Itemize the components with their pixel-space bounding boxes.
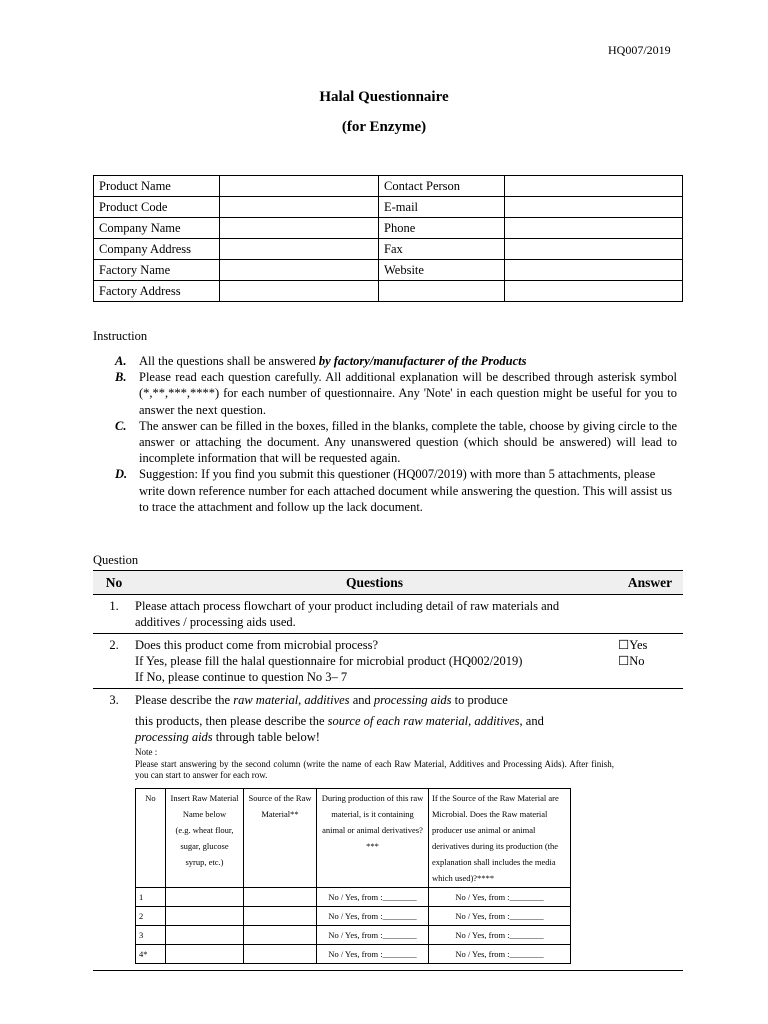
field-label: Factory Address: [94, 281, 220, 302]
column-header: No: [136, 788, 166, 887]
field-label: Fax: [379, 239, 505, 260]
column-header-no: No: [93, 571, 135, 595]
text-run: ,: [298, 693, 305, 707]
text-run: and: [522, 714, 544, 728]
source-input[interactable]: [244, 944, 317, 963]
question-heading: Question: [93, 553, 139, 567]
text-run: Please describe the: [135, 693, 234, 707]
question-row-3: [93, 689, 683, 971]
header-text: Insert Raw Material Name below: [170, 792, 239, 819]
raw-material-table: [135, 788, 571, 964]
question-table: [93, 570, 683, 971]
question-row-2: [93, 634, 683, 689]
microbial-answer[interactable]: No / Yes, from :________: [429, 887, 571, 906]
question-number: 1.: [93, 595, 135, 634]
question-text: [135, 689, 614, 971]
text-run: raw material: [233, 693, 299, 707]
item-text: Suggestion: If you find you submit this questioner (HQ007/2019) with more than 5 attachments, please write down reference number for each attached document while answering the question. This will assist us to trace the attachment and follow up the lack document.: [139, 467, 672, 514]
row-number: 1: [136, 887, 166, 906]
instruction-item-c: [115, 418, 677, 467]
yes-checkbox[interactable]: ☐Yes: [618, 638, 648, 652]
field-input[interactable]: [505, 260, 683, 281]
instruction-list: [115, 353, 677, 515]
raw-material-input[interactable]: [166, 944, 244, 963]
field-label: E-mail: [379, 197, 505, 218]
source-input[interactable]: [244, 887, 317, 906]
field-input[interactable]: [220, 281, 379, 302]
animal-answer[interactable]: No / Yes, from :________: [317, 887, 429, 906]
field-input[interactable]: [220, 218, 379, 239]
field-input[interactable]: [220, 239, 379, 260]
row-number: 4*: [136, 944, 166, 963]
field-label: Product Code: [94, 197, 220, 218]
instruction-item-b: [115, 369, 677, 418]
row-number: 3: [136, 925, 166, 944]
text-run: and: [349, 693, 374, 707]
answer-cell[interactable]: [614, 689, 683, 971]
text-run: this products, then please describe the: [135, 714, 328, 728]
table-header-row: [93, 571, 683, 595]
table-row: [136, 906, 571, 925]
field-input[interactable]: [220, 176, 379, 197]
field-input[interactable]: [505, 281, 683, 302]
source-input[interactable]: [244, 906, 317, 925]
column-header-answer: Answer: [614, 571, 683, 595]
animal-answer[interactable]: No / Yes, from :________: [317, 906, 429, 925]
question-line: If Yes, please fill the halal questionnaire for microbial product (HQ002/2019): [135, 654, 523, 668]
microbial-answer[interactable]: No / Yes, from :________: [429, 925, 571, 944]
question-number: 2.: [93, 634, 135, 689]
question-text: Please attach process flowchart of your product including detail of raw materials and additives / processing aids used.: [135, 595, 614, 634]
question-text: [135, 634, 614, 689]
note-text: Please start answering by the second column (write the name of each Raw Material, Additives and Processing Aids). After finish, you can start to answer for each row.: [135, 758, 614, 780]
table-row: [94, 260, 683, 281]
text-run: to produce: [451, 693, 508, 707]
page-subtitle: (for Enzyme): [341, 119, 427, 135]
field-label: Phone: [379, 218, 505, 239]
note: [135, 747, 614, 782]
table-row: [94, 176, 683, 197]
table-row: [136, 925, 571, 944]
field-label: Company Name: [94, 218, 220, 239]
item-label: A.: [115, 354, 127, 368]
item-emphasis: by factory/manufacturer of the Products: [318, 354, 527, 368]
instruction-item-a: [115, 353, 677, 369]
question-line: [135, 692, 614, 708]
no-checkbox[interactable]: ☐No: [618, 654, 645, 668]
header-text: (e.g. wheat flour, sugar, glucose syrup, etc.): [175, 824, 234, 867]
text-run: processing aids: [135, 730, 213, 744]
field-label: Website: [379, 260, 505, 281]
column-header-questions: Questions: [135, 571, 614, 595]
company-info-table: [93, 175, 683, 302]
field-input[interactable]: [220, 197, 379, 218]
item-label: C.: [115, 418, 127, 433]
raw-material-input[interactable]: [166, 906, 244, 925]
item-text: Please read each question carefully. All additional explanation will be described through asterisk symbol (*,**,***,****) for each number of questionnaire. Any 'Note' in each question might be useful for you to answer the next question.: [139, 370, 677, 417]
field-label: Company Address: [94, 239, 220, 260]
question-line: If No, please continue to question No 3– 7: [135, 670, 348, 684]
field-input[interactable]: [505, 239, 683, 260]
instruction-item-d: [115, 466, 677, 515]
question-row-1: [93, 595, 683, 634]
page-title: Halal Questionnaire: [319, 89, 449, 105]
raw-material-input[interactable]: [166, 887, 244, 906]
table-row: [94, 197, 683, 218]
table-row: [94, 281, 683, 302]
text-run: additives: [304, 693, 350, 707]
field-input[interactable]: [505, 176, 683, 197]
table-row: [136, 944, 571, 963]
field-label: Contact Person: [379, 176, 505, 197]
table-row: [136, 887, 571, 906]
source-input[interactable]: [244, 925, 317, 944]
row-number: 2: [136, 906, 166, 925]
item-text: All the questions shall be answered: [139, 354, 319, 368]
text-run: through table below!: [212, 730, 320, 744]
raw-material-input[interactable]: [166, 925, 244, 944]
field-label: [379, 281, 505, 302]
text-run: processing aids: [373, 693, 452, 707]
column-header: Source of the Raw Material**: [244, 788, 317, 887]
question-number: 3.: [93, 689, 135, 971]
question-line: [135, 713, 614, 729]
question-line: Does this product come from microbial process?: [135, 638, 378, 652]
field-label: Product Name: [94, 176, 220, 197]
answer-cell: [614, 634, 683, 689]
item-label: B.: [115, 370, 127, 385]
instruction-heading: Instruction: [93, 329, 148, 343]
animal-answer[interactable]: No / Yes, from :________: [317, 944, 429, 963]
note-label: Note :: [135, 747, 158, 757]
item-label: D.: [115, 467, 128, 482]
field-input[interactable]: [505, 197, 683, 218]
text-run: source of each raw material, additives,: [327, 714, 523, 728]
animal-answer[interactable]: No / Yes, from :________: [317, 925, 429, 944]
document-id: HQ007/2019: [608, 43, 671, 57]
microbial-answer[interactable]: No / Yes, from :________: [429, 906, 571, 925]
table-row: [94, 239, 683, 260]
column-header: During production of this raw material, is it containing animal or animal derivatives? ***: [317, 788, 429, 887]
field-input[interactable]: [505, 218, 683, 239]
item-text: The answer can be filled in the boxes, filled in the blanks, complete the table, choose by giving circle to the answer or attaching the document. Any unanswered question (which should be answered) will lead to incomplete information that will be requested again.: [139, 418, 677, 466]
question-line: [135, 729, 614, 745]
column-header: [166, 788, 244, 887]
field-label: Factory Name: [94, 260, 220, 281]
column-header: If the Source of the Raw Material are Microbial. Does the Raw material producer use animal or animal derivatives during its production (the explanation shall includes the media which used)?****: [429, 788, 571, 887]
microbial-answer[interactable]: No / Yes, from :________: [429, 944, 571, 963]
answer-cell[interactable]: [614, 595, 683, 634]
table-row: [94, 218, 683, 239]
table-header-row: [136, 788, 571, 887]
field-input[interactable]: [220, 260, 379, 281]
